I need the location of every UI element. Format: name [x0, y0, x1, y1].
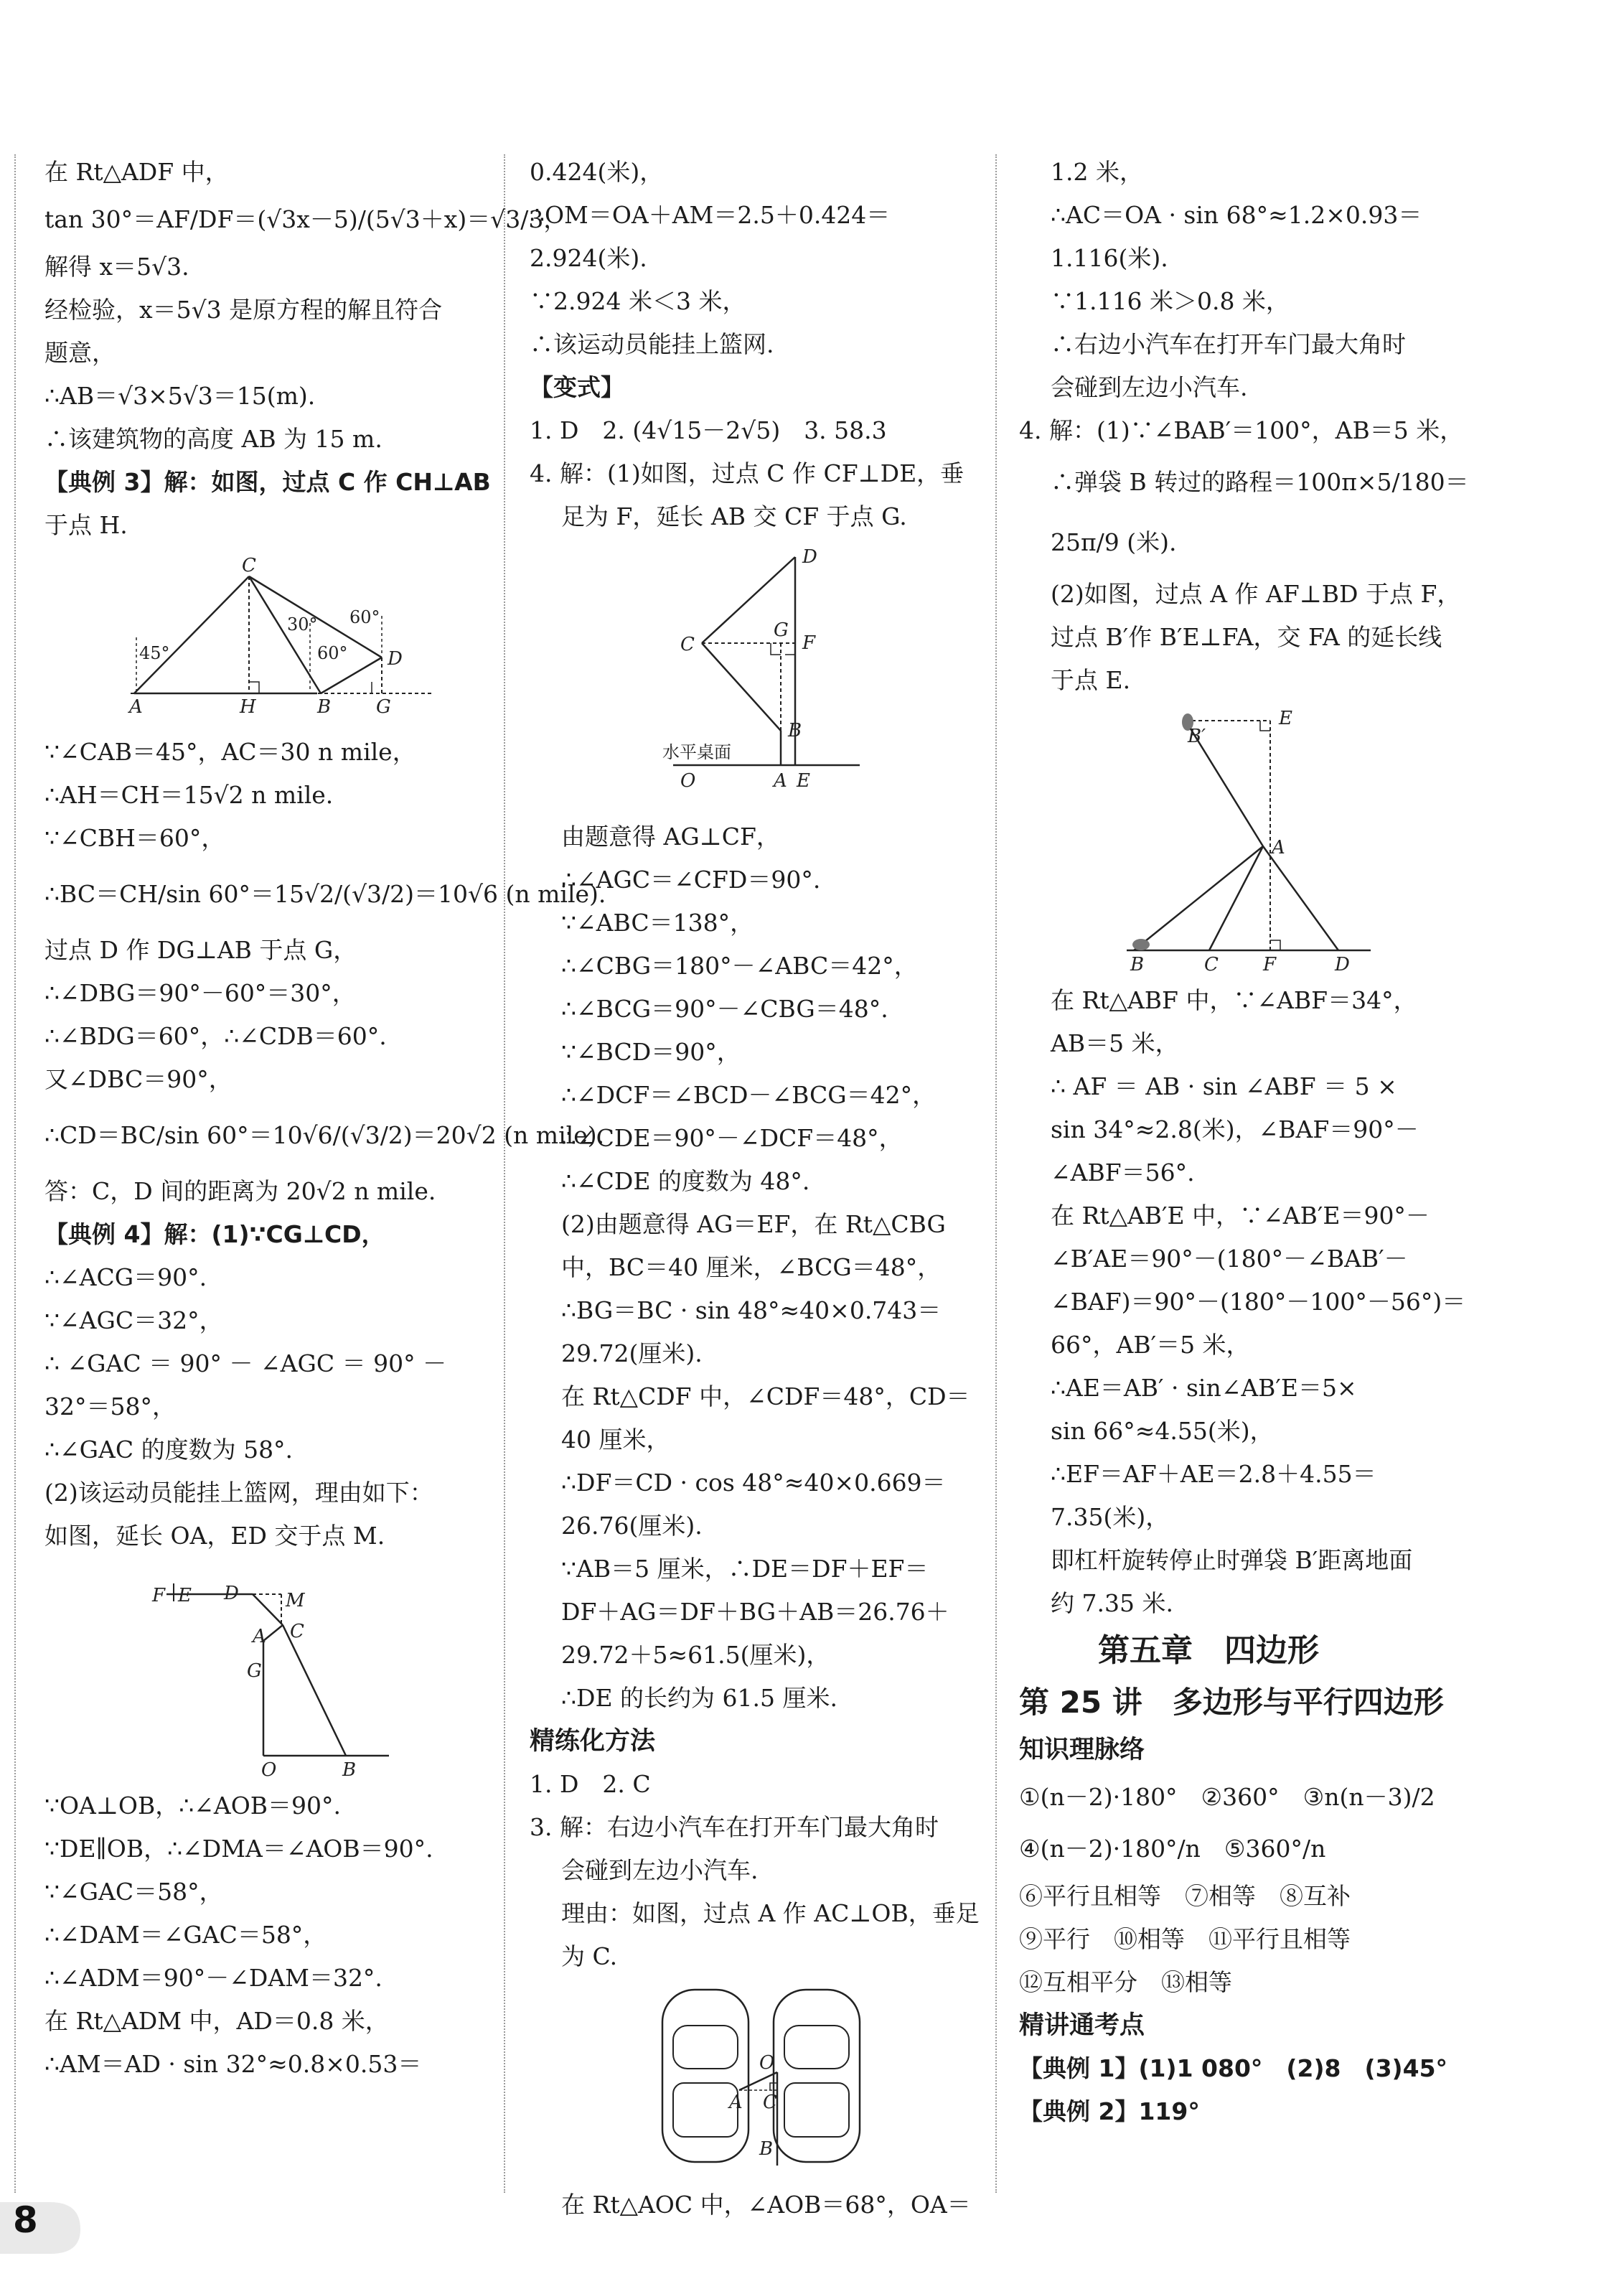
label-point: H: [240, 696, 256, 718]
text-line: ∴∠CDE＝90°－∠DCF＝48°，: [561, 1124, 903, 1152]
text-line: ∴∠GAC 的度数为 58°.: [44, 1436, 294, 1464]
text-line: (2)由题意得 AG＝EF，在 Rt△CBG: [561, 1210, 946, 1238]
text-line: ∵∠CAB＝45°，AC＝30 n mile，: [44, 738, 416, 766]
text-line: ∴OM＝OA＋AM＝2.5＋0.424＝: [530, 201, 891, 229]
text-line: ∴ ∠GAC ＝ 90° － ∠AGC ＝ 90° －: [44, 1349, 447, 1377]
text-line: 在 Rt△ABF 中，∵∠ABF＝34°，: [1051, 986, 1417, 1014]
text-line: ∠BAF)＝90°－(180°－100°－56°)＝: [1051, 1288, 1466, 1316]
text-line: (2)该运动员能挂上篮网，理由如下：: [44, 1479, 433, 1507]
text-line: ∴AE＝AB′ · sin∠AB′E＝5×: [1051, 1374, 1357, 1402]
lecture-title: 第 25 讲 多边形与平行四边形: [1019, 1685, 1444, 1720]
label-point: A: [729, 2092, 743, 2113]
figure-triangle-cabd: [44, 551, 493, 724]
text-line: ∵∠BCD＝90°，: [561, 1038, 741, 1066]
section-heading: 精讲通考点: [1019, 2011, 1145, 2040]
label-point: D: [224, 1583, 239, 1604]
text-line: 足为 F，延长 AB 交 CF 于点 G.: [561, 502, 907, 530]
text-line: ∴∠BDG＝60°，∴∠CDB＝60°.: [44, 1022, 387, 1050]
text-line: ∠ABF＝56°.: [1051, 1158, 1195, 1186]
text-line: ∴CD＝BC/sin 60°＝10√6/(√3/2)＝20√2 (n mile).: [44, 1121, 605, 1149]
text-line: ∵∠ABC＝138°，: [561, 909, 754, 937]
page-number: 8: [13, 2199, 38, 2241]
text-line: 1. D 2. C: [530, 1770, 651, 1798]
label-point: A: [129, 696, 143, 718]
text-line: 0.424(米)，: [530, 158, 664, 186]
label-angle: 60°: [317, 643, 348, 663]
label-point: O: [261, 1759, 277, 1777]
label-point: C: [763, 2092, 777, 2113]
example-heading: 【典例 3】解：如图，过点 C 作 CH⊥AB: [44, 468, 491, 496]
label-point: C: [680, 634, 695, 655]
column-3: [1019, 151, 1478, 2133]
label-point: B: [759, 2138, 774, 2160]
label-point: B′: [1188, 726, 1206, 747]
text-line: 于点 E.: [1051, 666, 1131, 694]
text-line: ∴DE 的长约为 61.5 厘米.: [561, 1684, 837, 1712]
text-line: 题意，: [44, 339, 116, 367]
text-line: ∴EF＝AF＋AE＝2.8＋4.55＝: [1051, 1460, 1376, 1488]
text-line: sin 34°≈2.8(米)，∠BAF＝90°－: [1051, 1115, 1419, 1143]
label-point: A: [253, 1626, 266, 1647]
section-heading: 知识理脉络: [1019, 1736, 1145, 1764]
answer-line: ④(n－2)·180°/n ⑤360°/n: [1019, 1835, 1326, 1863]
text-line: ∵∠CBH＝60°，: [44, 824, 225, 852]
text-line: ∵1.116 米＞0.8 米，: [1051, 287, 1290, 315]
text-line: 由题意得 AG⊥CF，: [561, 823, 780, 851]
label-point: D: [1335, 954, 1350, 972]
figure-desk-lamp: [530, 543, 982, 808]
text-line: ∴∠DAM＝∠GAC＝58°，: [44, 1921, 327, 1949]
answer-line: ⑥平行且相等 ⑦相等 ⑧互补: [1019, 1882, 1351, 1910]
text-line: 4. 解：(1)如图，过点 C 作 CF⊥DE，垂: [530, 459, 964, 487]
text-line: tan 30°＝AF/DF＝(√3x－5)/(5√3＋x)＝√3/3，: [44, 205, 568, 233]
text-line: ∴∠CBG＝180°－∠ABC＝42°，: [561, 952, 918, 980]
text-line: 如图，延长 OA，ED 交于点 M.: [44, 1522, 385, 1550]
text-line: ∴AH＝CH＝15√2 n mile.: [44, 781, 334, 809]
text-line: 在 Rt△AB′E 中，∵∠AB′E＝90°－: [1051, 1202, 1430, 1230]
text-line: 会碰到左边小汽车.: [1051, 373, 1248, 401]
label-point: C: [1204, 954, 1219, 972]
text-line: 过点 B′作 B′E⊥FA，交 FA 的延长线: [1051, 623, 1442, 651]
text-line: 7.35(米)，: [1051, 1503, 1170, 1531]
text-line: 经检验，x＝5√3 是原方程的解且符合: [44, 296, 443, 324]
answer-line: ⑫互相平分 ⑬相等: [1019, 1968, 1232, 1996]
text-line: 32°＝58°，: [44, 1392, 176, 1420]
text-line: ∴AB＝√3×5√3＝15(m).: [44, 382, 316, 410]
text-line: ∴AM＝AD · sin 32°≈0.8×0.53＝: [44, 2050, 422, 2078]
label-point: D: [802, 546, 817, 568]
text-line: 即杠杆旋转停止时弹袋 B′距离地面: [1051, 1546, 1413, 1574]
label-point: C: [290, 1621, 304, 1642]
text-line: ∴∠ACG＝90°.: [44, 1263, 207, 1291]
column-divider-1: [504, 154, 505, 2193]
text-line: ∴右边小汽车在打开车门最大角时: [1051, 330, 1406, 358]
text-line: 理由：如图，过点 A 作 AC⊥OB，垂足: [561, 1899, 980, 1927]
text-line: ∴ AF ＝ AB · sin ∠ABF ＝ 5 ×: [1051, 1072, 1397, 1100]
figure-lever-catapult: [1019, 706, 1478, 972]
text-line: 在 Rt△ADM 中，AD＝0.8 米，: [44, 2007, 389, 2035]
text-line: 解得 x＝5√3.: [44, 253, 189, 281]
text-line: ∴∠DCF＝∠BCD－∠BCG＝42°，: [561, 1081, 937, 1109]
text-line: 3. 解：右边小汽车在打开车门最大角时: [530, 1813, 939, 1841]
text-line: 25π/9 (米).: [1051, 528, 1177, 556]
label-point: C: [242, 555, 256, 576]
text-line: 会碰到左边小汽车.: [561, 1856, 759, 1884]
answer-line: ①(n－2)·180° ②360° ③n(n－3)/2: [1019, 1783, 1435, 1811]
text-line: 为 C.: [561, 1942, 618, 1970]
label-point: B: [788, 720, 802, 741]
text-line: ∴该运动员能挂上篮网.: [530, 330, 774, 358]
label-point: E: [1279, 708, 1292, 729]
text-line: (2)如图，过点 A 作 AF⊥BD 于点 F，: [1051, 580, 1461, 608]
label-point: G: [774, 619, 789, 641]
label-point: F: [1263, 954, 1277, 972]
text-line: ∴∠AGC＝∠CFD＝90°.: [561, 866, 821, 894]
text-line: 29.72(厘米).: [561, 1339, 703, 1367]
text-line: 过点 D 作 DG⊥AB 于点 G，: [44, 936, 357, 964]
text-line: 在 Rt△CDF 中，∠CDF＝48°，CD＝: [561, 1382, 970, 1410]
text-line: 1.116(米).: [1051, 244, 1168, 272]
text-line: AB＝5 米，: [1051, 1029, 1179, 1057]
label-point: A: [774, 770, 787, 792]
label-point: A: [1272, 837, 1285, 858]
label-point: O: [680, 770, 696, 792]
text-line: 又∠DBC＝90°，: [44, 1065, 233, 1093]
label-point: B: [342, 1759, 357, 1777]
label-point: B: [1130, 954, 1145, 972]
text-line: ∴∠BCG＝90°－∠CBG＝48°.: [561, 995, 888, 1023]
column-divider-2: [995, 154, 997, 2193]
text-line: ∵∠AGC＝32°，: [44, 1306, 223, 1334]
label-point: O: [759, 2052, 775, 2074]
text-line: 约 7.35 米.: [1051, 1589, 1173, 1617]
text-line: 在 Rt△AOC 中，∠AOB＝68°，OA＝: [561, 2191, 971, 2219]
text-line: ∵OA⊥OB，∴∠AOB＝90°.: [44, 1792, 341, 1820]
text-line: ∴AC＝OA · sin 68°≈1.2×0.93＝: [1051, 201, 1422, 229]
text-line: ∴∠DBG＝90°－60°＝30°，: [44, 979, 356, 1007]
text-line: ∵DE∥OB，∴∠DMA＝∠AOB＝90°.: [44, 1835, 433, 1863]
label-point: G: [376, 696, 391, 718]
text-line: ∵2.924 米＜3 米，: [530, 287, 746, 315]
text-line: 2.924(米).: [530, 244, 647, 272]
text-line: ∠B′AE＝90°－(180°－∠BAB′－: [1051, 1245, 1408, 1273]
text-line: ∴∠CDE 的度数为 48°.: [561, 1167, 810, 1195]
label-desk: 水平桌面: [662, 742, 731, 762]
section-heading: 【变式】: [530, 373, 624, 401]
text-line: ∴BG＝BC · sin 48°≈40×0.743＝: [561, 1296, 942, 1324]
text-line: 66°，AB′＝5 米，: [1051, 1331, 1250, 1359]
text-line: ∴DF＝CD · cos 48°≈40×0.669＝: [561, 1469, 946, 1497]
text-line: sin 66°≈4.55(米)，: [1051, 1417, 1274, 1445]
label-point: F: [152, 1585, 166, 1606]
answer-line: ⑨平行 ⑩相等 ⑪平行且相等: [1019, 1925, 1351, 1953]
text-line: 在 Rt△ADF 中，: [44, 158, 229, 186]
text-line: ∴弹袋 B 转过的路程＝100π×5/180＝: [1051, 468, 1469, 496]
figure-car-doors: [530, 1983, 982, 2176]
figure-basketball-hoop: [44, 1562, 493, 1777]
text-line: ∵AB＝5 厘米，∴DE＝DF＋EF＝: [561, 1555, 929, 1583]
label-point: F: [802, 632, 816, 654]
answer-line: 【典例 1】(1)1 080° (2)8 (3)45°: [1019, 2054, 1448, 2082]
text-line: ∴∠ADM＝90°－∠DAM＝32°.: [44, 1964, 382, 1992]
text-line: 1.2 米，: [1051, 158, 1143, 186]
label-point: E: [797, 770, 810, 792]
text-line: ∵∠GAC＝58°，: [44, 1878, 223, 1906]
text-line: 于点 H.: [44, 511, 128, 539]
label-point: G: [247, 1660, 262, 1682]
column-divider-left: [14, 154, 16, 2193]
text-line: DF＋AG＝DF＋BG＋AB＝26.76＋: [561, 1598, 949, 1626]
section-heading: 精练化方法: [530, 1727, 656, 1756]
label-point: M: [286, 1590, 305, 1611]
chapter-title: 第五章 四边形: [1098, 1632, 1319, 1669]
text-line: 中，BC＝40 厘米，∠BCG＝48°，: [561, 1253, 942, 1281]
text-line: ∴BC＝CH/sin 60°＝15√2/(√3/2)＝10√6 (n mile).: [44, 880, 606, 908]
example-heading: 【典例 4】解：(1)∵CG⊥CD，: [44, 1220, 385, 1248]
label-angle: 30°: [287, 614, 318, 635]
label-angle: 45°: [139, 643, 170, 663]
answer-line: 【典例 2】119°: [1019, 2097, 1200, 2125]
text-line: 答：C，D 间的距离为 20√2 n mile.: [44, 1177, 436, 1205]
text-line: 4. 解：(1)∵∠BAB′＝100°，AB＝5 米，: [1019, 416, 1464, 444]
label-angle: 60°: [349, 607, 380, 627]
label-point: E: [178, 1585, 192, 1606]
text-line: 29.72＋5≈61.5(厘米)，: [561, 1641, 830, 1669]
label-point: D: [388, 648, 403, 670]
label-point: B: [317, 696, 332, 718]
text-line: 40 厘米，: [561, 1426, 670, 1454]
text-line: 26.76(厘米).: [561, 1512, 703, 1540]
text-line: 1. D 2. (4√15－2√5) 3. 58.3: [530, 416, 887, 444]
text-line: ∴该建筑物的高度 AB 为 15 m.: [44, 425, 382, 453]
column-2: [530, 151, 982, 2227]
